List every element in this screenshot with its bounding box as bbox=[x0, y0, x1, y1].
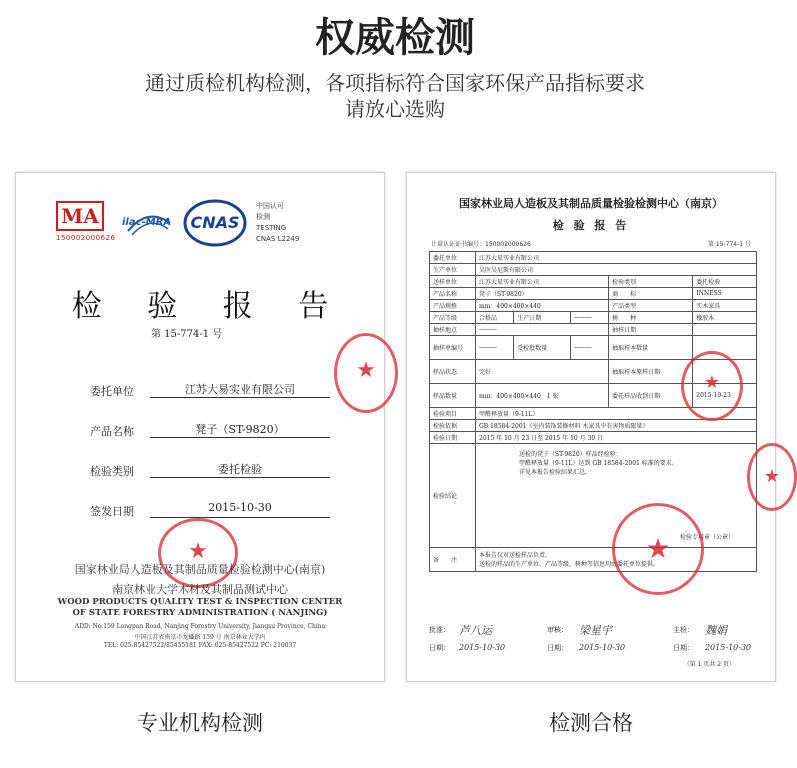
cnas-accreditation-text: 中国认可 检测 TESTING CNAS L2249 bbox=[256, 202, 300, 243]
ilac-mra-logo: ilac-MRA bbox=[122, 205, 174, 239]
table-row: 检验依据 GB 18584-2001《室内装饰装修材料 木家具中有害物质限量》 bbox=[430, 420, 757, 432]
star-icon: ★ bbox=[188, 539, 208, 564]
cover-title: 检 验 报 告 bbox=[71, 289, 347, 324]
remark-text: 本报告仅对送检样品负责。 送检的样品的生产单位、产品等级、树种等信息均由委托单位提供。 bbox=[479, 551, 660, 568]
signature-review: 梁星宇 bbox=[579, 624, 612, 637]
org-name-cn-2: 南京林业大学木材及其制品测试中心 bbox=[112, 583, 288, 596]
signature-main: 魏娟 bbox=[705, 624, 727, 637]
org-address-cn: 中国江苏省南京市龙蟠路 159 号 南京林业大学内 bbox=[134, 634, 266, 641]
table-row: 样品状态 完好 抽取样本原样日期 bbox=[430, 360, 757, 384]
report-cover-image bbox=[15, 172, 385, 682]
conclusion-text: 送检的凳子（ST-9820）样品经检验： 甲醛释放量（9-11L）达到 GB 18584-2001 标准的要求。 详见本报告检验结果汇总。 bbox=[519, 451, 678, 476]
table-row: 备 注 本报告仅对送检样品负责。 送检的样品的生产单位、产品等级、树种等信息均由委托单位提供。 bbox=[430, 548, 757, 572]
certification-logos bbox=[56, 197, 364, 253]
report-number: 第 15-774-1 号 bbox=[151, 329, 223, 340]
report-detail-image: 国家林业局人造板及其制品质量检验检测中心（南京） 检 验 报 告 计量认证证书编号：150002000626 第 15-774-1 号 委托单位 江苏大易实业有限公司 生产单位 吴医吴尼斯有限公司 送样单位 江苏大易实业有限公司 检验类别 委托检验 产品名称 凳子（ST-9820） 商 标 INNESS 产品规格 mm：400×400×440 产品类型 实木家具 产品等级 合格品 生产日期 ——— 树 种 橡胶木 抽样地点 ——— 抽样日期 抽样单编号 ——— 受检批数量 ——— 抽取样本数量 样品状态 完好 抽取样本原样日期 样品数量 mm：400×400×440 1 张 委托样品收到日期 2015-10-23 检验项目 甲醛释放量（9-11L） 检验依据 GB 18584-2001《室内装饰装修材料 木家具中有害物质限量》 检验日期 2015 年 10 月 23 日至 2015 年 10 月 30 日 检验结论 送检的凳子（ST-9820）样品经检验： 甲醛释放量（9-11L）达到 GB 18584-2001 标准的要求。 详见本报告检验结果汇总。 检验专用章（公章） 备 注 本报告仅对送检样品负责。 送检的样品的生产单位、产品等级、树种等信息均由委托单位提供。 ★ ★ ★ 批准： 芦八运 审核： 梁星宇 主检： 魏娟 日期： 2015-10-30 日期： 2015-10-30 日期： 2015-10-30 （第 1 页共 2 页） bbox=[406, 172, 776, 682]
table-row: 委托单位 江苏大易实业有限公司 bbox=[430, 252, 757, 264]
report-org: 国家林业局人造板及其制品质量检验检测中心（南京） bbox=[459, 197, 723, 210]
subtitle-line-1: 通过质检机构检测，各项指标符合国家环保产品指标要求 bbox=[145, 71, 645, 95]
table-row: 产品名称 凳子（ST-9820） 商 标 INNESS bbox=[430, 288, 757, 300]
table-row: 抽样地点 ——— 抽样日期 bbox=[430, 324, 757, 336]
table-row: 检验项目 甲醛释放量（9-11L） bbox=[430, 408, 757, 420]
report-meta: 计量认证证书编号：150002000626 第 15-774-1 号 bbox=[431, 241, 751, 248]
field-issue-date: 签发日期 2015-10-30 bbox=[90, 501, 330, 521]
cma-logo: MA 150002000626 bbox=[56, 201, 116, 242]
table-row: 样品数量 mm：400×400×440 1 张 委托样品收到日期 2015-10-23 bbox=[430, 384, 757, 408]
table-row: 检验结论 送检的凳子（ST-9820）样品经检验： 甲醛释放量（9-11L）达到 GB 18584-2001 标准的要求。 详见本报告检验结果汇总。 检验专用章（公章） bbox=[430, 444, 757, 548]
red-seal-stamp bbox=[681, 351, 743, 421]
red-seal-stamp bbox=[334, 333, 398, 413]
page-title: 权威检测 bbox=[315, 15, 475, 61]
org-address-en: ADD: No.159 Longpan Road, Nanjing Forestry University, Jiangsu Province, China bbox=[74, 623, 326, 630]
table-row: 产品规格 mm：400×400×440 产品类型 实木家具 bbox=[430, 300, 757, 312]
signature-approve: 芦八运 bbox=[459, 624, 492, 637]
org-name-cn: 国家林业局人造板及其制品质量检验检测中心(南京) bbox=[74, 563, 326, 576]
red-seal-stamp bbox=[612, 503, 704, 595]
subtitle-line-2: 请放心选购 bbox=[345, 97, 445, 121]
caption-right: 检测合格 bbox=[549, 711, 633, 735]
table-row: 检验日期 2015 年 10 月 23 日至 2015 年 10 月 30 日 bbox=[430, 432, 757, 444]
field-client: 委托单位 江苏大易实业有限公司 bbox=[90, 381, 330, 401]
table-row: 生产单位 吴医吴尼斯有限公司 bbox=[430, 264, 757, 276]
table-row: 产品等级 合格品 生产日期 ——— 树 种 橡胶木 bbox=[430, 312, 757, 324]
caption-left: 专业机构检测 bbox=[137, 711, 263, 735]
table-row: 送样单位 江苏大易实业有限公司 检验类别 委托检验 bbox=[430, 276, 757, 288]
report-title: 检 验 报 告 bbox=[552, 219, 630, 232]
page-indicator: （第 1 页共 2 页） bbox=[683, 661, 735, 668]
org-name-en: WOOD PRODUCTS QUALITY TEST & INSPECTION CENTER bbox=[57, 597, 343, 607]
red-seal-stamp bbox=[747, 443, 797, 511]
star-icon: ★ bbox=[645, 532, 671, 565]
org-name-en-2: OF STATE FORESTRY ADMINISTRATION ( NANJING) bbox=[72, 608, 328, 618]
stamp-caption: 检验专用章（公章） bbox=[679, 534, 734, 541]
org-contact: TEL: 025-85427522/85455181 FAX: 025-85427522 PC: 210037 bbox=[103, 642, 297, 649]
red-seal-stamp bbox=[158, 518, 238, 588]
table-row: 抽样单编号 ——— 受检批数量 ——— 抽取样本数量 bbox=[430, 336, 757, 360]
star-icon: ★ bbox=[356, 358, 376, 383]
cnas-logo: CNAS bbox=[182, 199, 248, 247]
field-product: 产品名称 凳子（ST-9820） bbox=[90, 421, 330, 441]
field-category: 检验类别 委托检验 bbox=[90, 461, 330, 481]
star-icon: ★ bbox=[763, 466, 781, 487]
star-icon: ★ bbox=[703, 372, 721, 393]
